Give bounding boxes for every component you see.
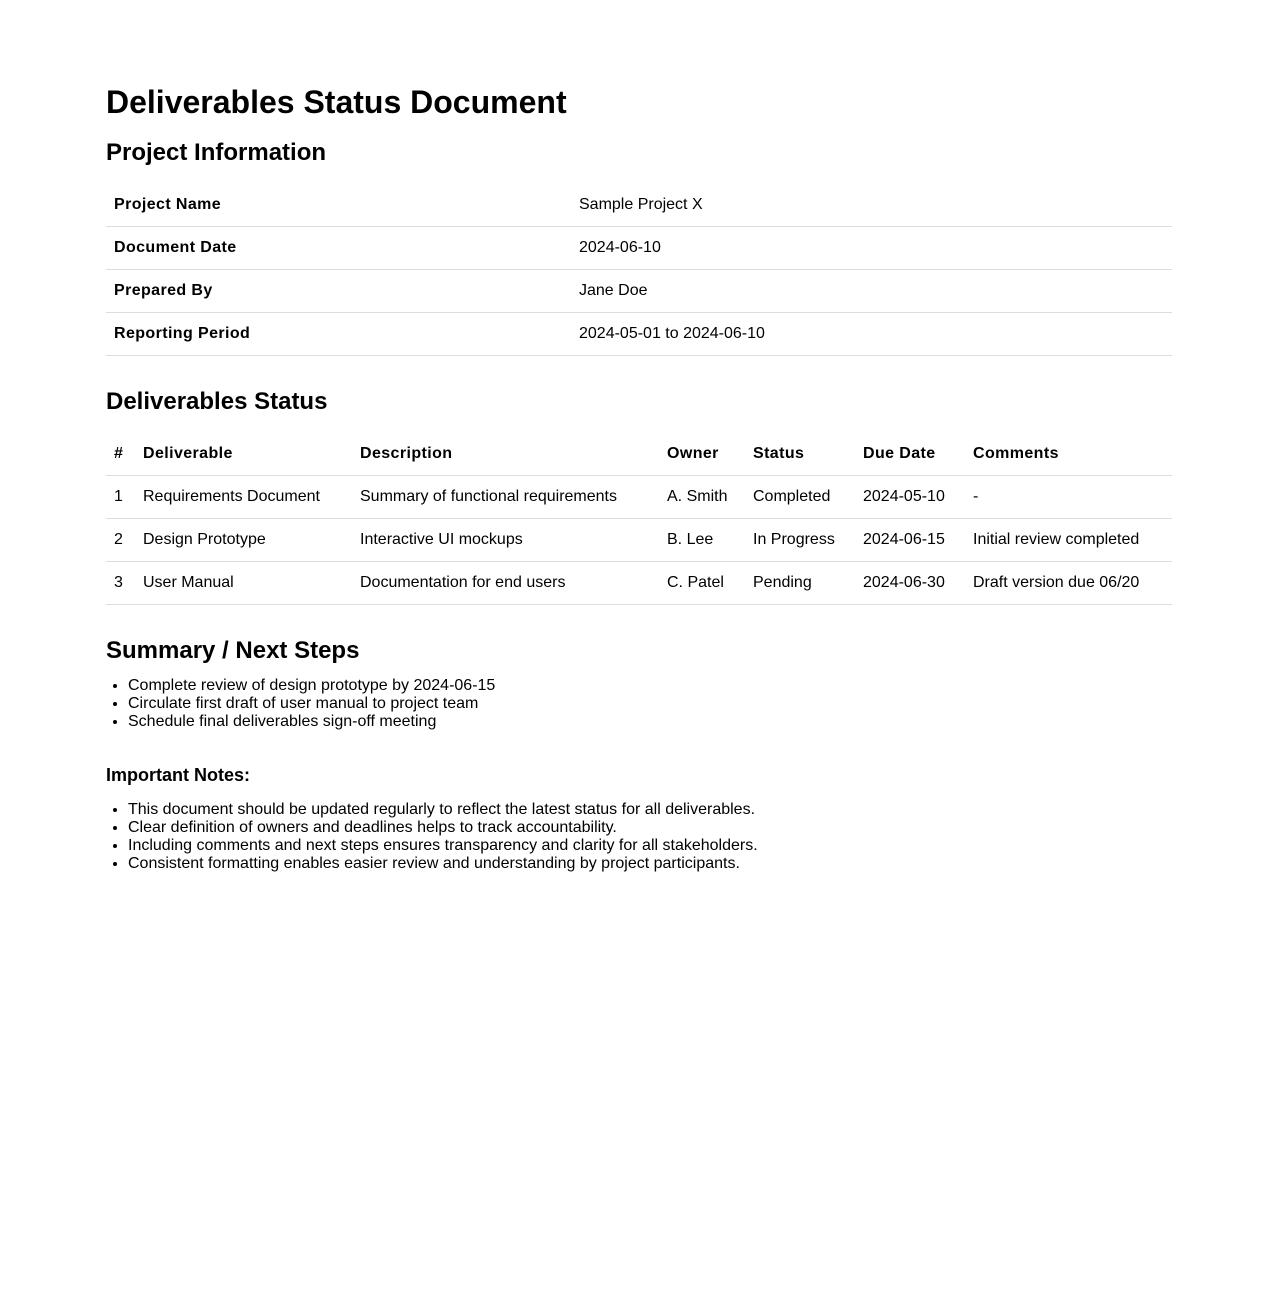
- cell-due-date: 2024-06-30: [855, 562, 965, 605]
- cell-description: Summary of functional requirements: [352, 476, 659, 519]
- table-header-row: [106, 433, 1172, 476]
- column-header-description: Description: [352, 433, 659, 476]
- cell-comments: Draft version due 06/20: [965, 562, 1172, 605]
- column-header-comments: Comments: [965, 433, 1172, 476]
- deliverables-heading: Deliverables Status: [106, 388, 328, 415]
- document-title: Deliverables Status Document: [106, 84, 567, 120]
- table-row: [106, 562, 1172, 605]
- column-header-number: #: [106, 433, 135, 476]
- cell-number: 2: [106, 519, 135, 562]
- column-header-deliverable: Deliverable: [135, 433, 352, 476]
- cell-due-date: 2024-05-10: [855, 476, 965, 519]
- cell-due-date: 2024-06-15: [855, 519, 965, 562]
- list-item: • Clear definition of owners and deadlines helps to track accountability.: [128, 819, 1172, 837]
- cell-status: In Progress: [745, 519, 855, 562]
- cell-description: Documentation for end users: [352, 562, 659, 605]
- document-date-label: Document Date: [106, 227, 571, 270]
- cell-number: 3: [106, 562, 135, 605]
- document-date-value: 2024-06-10: [571, 227, 1172, 270]
- list-item: • Consistent formatting enables easier review and understanding by project participants.: [128, 855, 1172, 873]
- deliverables-table: [106, 433, 1172, 605]
- column-header-due-date: Due Date: [855, 433, 965, 476]
- project-info-heading: Project Information: [106, 139, 327, 166]
- project-name-label: Project Name: [106, 184, 571, 227]
- summary-heading: Summary / Next Steps: [106, 637, 360, 664]
- cell-deliverable: User Manual: [135, 562, 352, 605]
- list-item: • This document should be updated regularly to reflect the latest status for all deliverables.: [128, 801, 1172, 819]
- project-info-table: [106, 184, 1172, 356]
- cell-number: 1: [106, 476, 135, 519]
- prepared-by-label: Prepared By: [106, 270, 571, 313]
- project-name-value: Sample Project X: [571, 184, 1172, 227]
- cell-description: Interactive UI mockups: [352, 519, 659, 562]
- reporting-period-value: 2024-05-01 to 2024-06-10: [571, 313, 1172, 356]
- prepared-by-value: Jane Doe: [571, 270, 1172, 313]
- table-row: [106, 313, 1172, 356]
- list-item: • Including comments and next steps ensures transparency and clarity for all stakeholders.: [128, 837, 1172, 855]
- column-header-owner: Owner: [659, 433, 745, 476]
- table-row: [106, 476, 1172, 519]
- cell-owner: A. Smith: [659, 476, 745, 519]
- cell-status: Pending: [745, 562, 855, 605]
- summary-list: [106, 677, 1172, 731]
- list-item: • Schedule final deliverables sign-off meeting: [128, 713, 1172, 731]
- cell-status: Completed: [745, 476, 855, 519]
- cell-comments: Initial review completed: [965, 519, 1172, 562]
- cell-deliverable: Design Prototype: [135, 519, 352, 562]
- cell-comments: -: [965, 476, 1172, 519]
- table-row: [106, 270, 1172, 313]
- table-row: [106, 519, 1172, 562]
- cell-owner: B. Lee: [659, 519, 745, 562]
- table-row: [106, 227, 1172, 270]
- notes-heading: Important Notes:: [106, 765, 250, 785]
- cell-deliverable: Requirements Document: [135, 476, 352, 519]
- cell-owner: C. Patel: [659, 562, 745, 605]
- list-item: • Circulate first draft of user manual to project team: [128, 695, 1172, 713]
- notes-list: [106, 801, 1172, 873]
- table-row: [106, 184, 1172, 227]
- reporting-period-label: Reporting Period: [106, 313, 571, 356]
- list-item: • Complete review of design prototype by 2024-06-15: [128, 677, 1172, 695]
- column-header-status: Status: [745, 433, 855, 476]
